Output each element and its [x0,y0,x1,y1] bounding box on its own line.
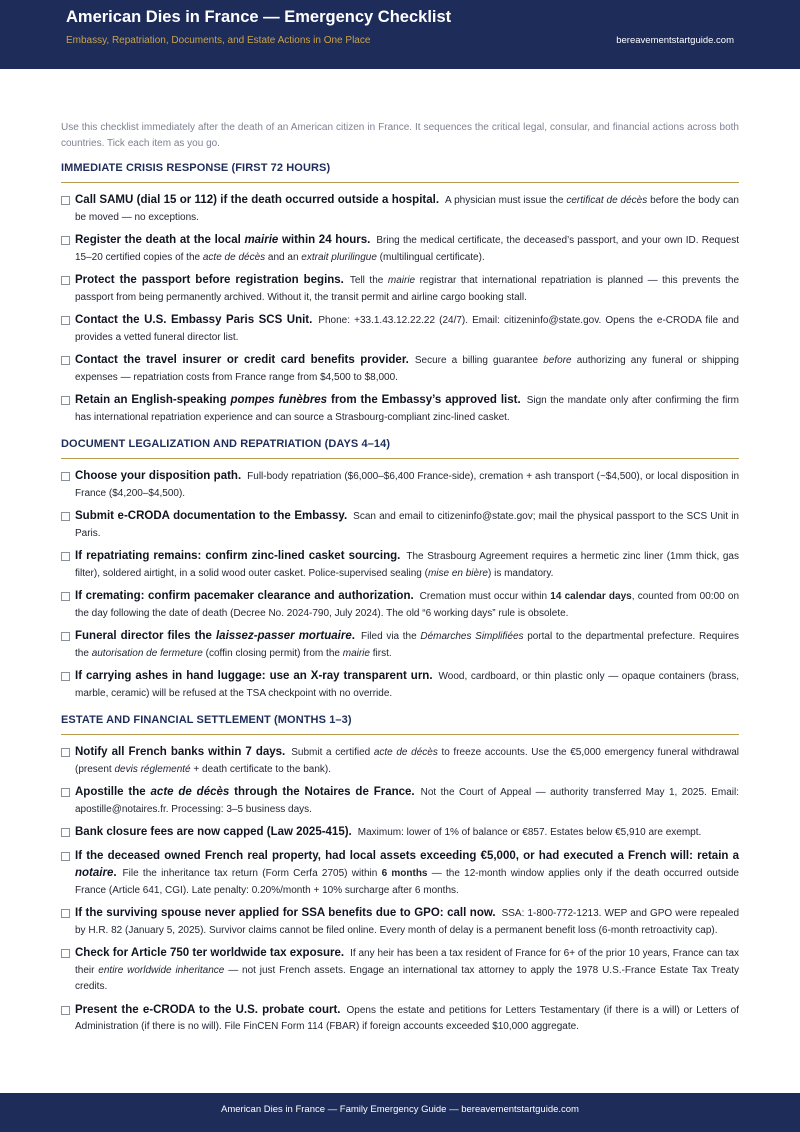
text-run: SSA: 1-800-772-1213. WEP and GPO were repealed by H.R. 82 (January 5, 2025). Survivor claims cannot be filed online. Every month of delay is a permanent benefit loss (6-month retroactivity cap). [75,908,740,936]
text-run: Choose your disposition path. [75,470,242,482]
italic-term: acte de décès [150,786,230,798]
checklist-item-title [75,234,370,246]
checklist-item-text [75,744,739,778]
checklist-section [61,438,739,702]
checklist-item [61,508,739,542]
italic-term: mairie [342,647,370,659]
text-run: ) is mandatory. [487,567,554,579]
checkbox[interactable] [61,552,70,561]
text-run: Retain an English-speaking [75,394,231,406]
checklist-item-text [75,352,739,386]
text-run: If the surviving spouse never applied for SSA benefits due to GPO: call now. [75,907,496,919]
italic-term: mairie [387,275,416,286]
checkbox[interactable] [61,512,70,521]
text-run: within 24 hours. [278,234,371,246]
checklist-item-title [75,826,352,838]
text-run: Cremation must occur within [419,591,551,602]
checklist-item [61,668,739,702]
checklist-item-text [75,1002,739,1036]
checklist-item-text [75,668,739,702]
italic-term: acte de décès [373,747,438,758]
checklist-item-text [75,588,739,622]
checklist-item-title [75,470,241,482]
checkbox[interactable] [61,592,70,601]
italic-term: autorisation de fermeture [91,647,203,659]
checklist-item [61,784,739,818]
checklist-item-text [75,232,739,266]
page-header [0,0,800,69]
checklist-item-body [358,827,702,838]
text-run: through the Notaires de France. [229,786,415,798]
checklist-item [61,945,739,996]
text-run: Submit a certified [291,747,374,758]
checkbox[interactable] [61,276,70,285]
text-run: If the deceased owned French real property, had local assets exceeding €5,000, or had executed a French will: retain a [75,849,739,862]
checkbox[interactable] [61,472,70,481]
text-run: Present the e-CRODA to the U.S. probate court. [75,1003,341,1016]
checklist-item-title [75,590,414,602]
checkbox[interactable] [61,356,70,365]
text-run: Maximum: lower of 1% of balance or €857. Estates below €5,910 are exempt. [357,827,702,838]
checklist-item [61,1002,739,1036]
intro-paragraph: Use this checklist immediately after the death of an American citizen in France. It sequences the critical legal, consular, and financial actions across both countries. Tick each item as you go. [61,122,739,149]
checklist-item-title [75,670,433,682]
checkbox[interactable] [61,828,70,837]
page-title: American Dies in France — Emergency Checklist [66,8,452,26]
text-run: Wood, cardboard, or thin plastic only — opaque containers (brass, marble, ceramic) will be refused at the TSA checkpoint with no override. [75,671,740,699]
checklist-item [61,848,739,900]
checklist-item-text [75,848,739,900]
checklist-item-title [75,274,344,286]
checklist-item [61,272,739,306]
checklist-item-title [75,394,521,406]
text-run: Submit e-CRODA documentation to the Embassy. [75,510,348,522]
checkbox[interactable] [61,632,70,641]
text-run: — not just French assets. Engage an international tax attorney to apply the 1978 U.S.-France Estate Tax Treaty credits. [75,964,739,992]
text-run: Opens the estate and petitions for Letters Testamentary (if there is a will) or Letters of Administration (if there is no will). File FinCEN Form 114 (FBAR) if foreign accounts exceeded $10,000 aggregate. [75,1004,739,1032]
text-run: Bring the medical certificate, the deceased’s passport, and your own ID. Request 15–20 certified copies of the [75,235,740,263]
checklist-item-title [75,194,439,206]
italic-term: mise en bière [427,567,488,579]
italic-term: certificat de décès [566,195,648,206]
checklist-item-text [75,508,739,542]
footer-text: American Dies in France — Family Emergency Guide — bereavementstartguide.com [221,1104,579,1115]
checklist-item-text [75,628,739,662]
text-run: Sign the mandate only after confirming the firm has international repatriation experience and can source a Strasbourg-compliant zinc-lined casket. [75,395,740,423]
text-run: , counted from 00:00 on the day following the date of death (Decree No. 2024-790, July 2024). The old “6 working days” rule is obsolete. [75,591,740,619]
checklist-item [61,588,739,622]
italic-term: before [543,355,572,366]
checkbox[interactable] [61,316,70,325]
text-run: (coffin closing permit) from the [202,647,343,659]
text-run: registrar that international repatriation is planned — this prevents the passport from being permanently archived. Without it, the transit permit and airline cargo booking stall. [75,275,740,303]
checklist-item-text [75,905,739,939]
checklist-item-body [75,868,739,896]
checklist-section [61,714,739,1036]
checklist-item [61,628,739,662]
text-run: File the inheritance tax return (Form Cerfa 2705) within [122,868,382,879]
text-run: + death certificate to the bank). [190,763,331,775]
checklist-item-text [75,945,739,996]
text-run: . [113,867,117,879]
header-site-link[interactable]: bereavementstartguide.com [616,35,734,46]
text-run: Call SAMU (dial 15 or 112) if the death occurred outside a hospital. [75,194,440,206]
checklist-content [61,120,739,1042]
checkbox[interactable] [61,909,70,918]
checklist-item-title [75,947,344,959]
checklist-item-text [75,272,739,306]
checkbox[interactable] [61,852,70,861]
checklist-item-text [75,392,739,426]
text-run: Register the death at the local [75,234,245,246]
checklist-item-title [75,510,347,522]
italic-term: pompes funèbres [230,394,328,406]
section-heading: DOCUMENT LEGALIZATION AND REPATRIATION (DAYS 4–14) [61,438,739,459]
page-footer [0,1093,800,1132]
checkbox[interactable] [61,396,70,405]
text-run: to freeze accounts. Use the €5,000 emergency funeral withdrawal (present [75,747,739,775]
text-run: before the body can be moved — no exceptions. [75,195,739,223]
checklist-item-title [75,354,409,366]
section-heading: ESTATE AND FINANCIAL SETTLEMENT (MONTHS 1–3) [61,714,739,735]
checklist-item [61,312,739,346]
checkbox[interactable] [61,748,70,757]
checklist-item-text [75,548,739,582]
checkbox[interactable] [61,1006,70,1015]
checklist-item-text [75,824,701,842]
checklist-item-title [75,314,312,326]
text-run: Full-body repatriation ($6,000–$6,400 France-side), cremation + ash transport (~$4,500), or local disposition in France ($4,200–$4,500). [75,471,739,499]
text-run: Secure a billing guarantee [414,355,544,366]
checklist-item-title [75,630,355,642]
text-run: Apostille the [75,786,151,798]
italic-term: Démarches Simplifiées [420,631,524,642]
italic-term: devis réglementé [114,763,191,775]
checklist-item [61,548,739,582]
text-run: Protect the passport before registration begins. [75,274,344,286]
checklist-item [61,352,739,386]
checklist-item-title [75,907,496,919]
text-run: Scan and email to citizeninfo@state.gov; mail the physical passport to the SCS Unit in Paris. [75,511,739,539]
checklist-item [61,824,739,842]
checklist-item-title [75,746,285,758]
text-run: from the Embassy’s approved list. [327,394,521,406]
section-heading: IMMEDIATE CRISIS RESPONSE (FIRST 72 HOURS) [61,162,739,183]
text-run: Contact the travel insurer or credit card benefits provider. [75,354,409,366]
text-run: The Strasbourg Agreement requires a hermetic zinc liner (1mm thick, gas filter), soldered airtight, in a solid wood outer casket. Police-supervised sealing ( [75,551,739,579]
text-run: Phone: +33.1.43.12.22.22 (24/7). Email: citizeninfo@state.gov. Opens the e-CRODA file and provides a vetted funeral director list. [75,315,739,343]
checklist-item [61,468,739,502]
italic-term: notaire [75,867,114,879]
text-run: — the 12-month window applies only if the death occurred outside France (Article 641, CGI). Late penalty: 0.20%/month + 10% surcharge after 6 months. [75,868,739,896]
text-run: Filed via the [360,631,421,642]
checklist-item-text [75,192,739,226]
text-run: If repatriating remains: confirm zinc-lined casket sourcing. [75,550,401,562]
text-run: A physician must issue the [445,195,567,206]
checklist-item [61,905,739,939]
text-run: If carrying ashes in hand luggage: use an X-ray transparent urn. [75,670,433,682]
text-run: . [351,630,355,642]
checklist-item [61,744,739,778]
checklist-item-title [75,786,415,798]
checklist-item [61,192,739,226]
checklist-item [61,232,739,266]
italic-term: mairie [244,234,279,246]
checklist-item-text [75,312,739,346]
text-run: authorizing any funeral or shipping expenses — repatriation costs from France range from $4,500 to $8,000. [75,355,739,383]
italic-term: entire worldwide inheritance [98,964,225,976]
text-run: Check for Article 750 ter worldwide tax exposure. [75,947,345,959]
italic-term: laissez-passer mortuaire [215,630,352,642]
text-run: Funeral director files the [75,630,216,642]
text-run: If any heir has been a tax resident of France for 6+ of the prior 10 years, France can tax their [75,948,740,976]
checkbox[interactable] [61,196,70,205]
checklist-item-text [75,468,739,502]
bold-term: 6 months [381,868,428,879]
text-run: portal to the departmental prefecture. Requires the [75,631,740,659]
bold-term: 14 calendar days [550,591,632,602]
checkbox[interactable] [61,788,70,797]
text-run: first. [369,647,392,659]
checklist-section [61,162,739,426]
checklist-item-text [75,784,739,818]
text-run: If cremating: confirm pacemaker clearance and authorization. [75,590,414,602]
checklist-item-title [75,550,400,562]
checklist-item-title [75,1004,340,1016]
italic-term: extrait plurilingue [301,251,377,263]
checkbox[interactable] [61,236,70,245]
text-run: Bank closure fees are now capped (Law 2025-415). [75,826,352,838]
text-run: Contact the U.S. Embassy Paris SCS Unit. [75,314,313,326]
text-run: (multilingual certificate). [376,251,485,263]
checkbox[interactable] [61,672,70,681]
text-run: Tell the [349,275,388,286]
checklist-item [61,392,739,426]
text-run: and an [265,251,302,263]
checklist-sections [61,162,739,1036]
text-run: Notify all French banks within 7 days. [75,746,286,758]
checkbox[interactable] [61,949,70,958]
page-subtitle: Embassy, Repatriation, Documents, and Estate Actions in One Place [66,35,371,46]
italic-term: acte de décès [202,251,266,263]
text-run: Not the Court of Appeal — authority transferred May 1, 2025. Email: apostille@notaires.fr. Processing: 3–5 business days. [75,787,740,815]
